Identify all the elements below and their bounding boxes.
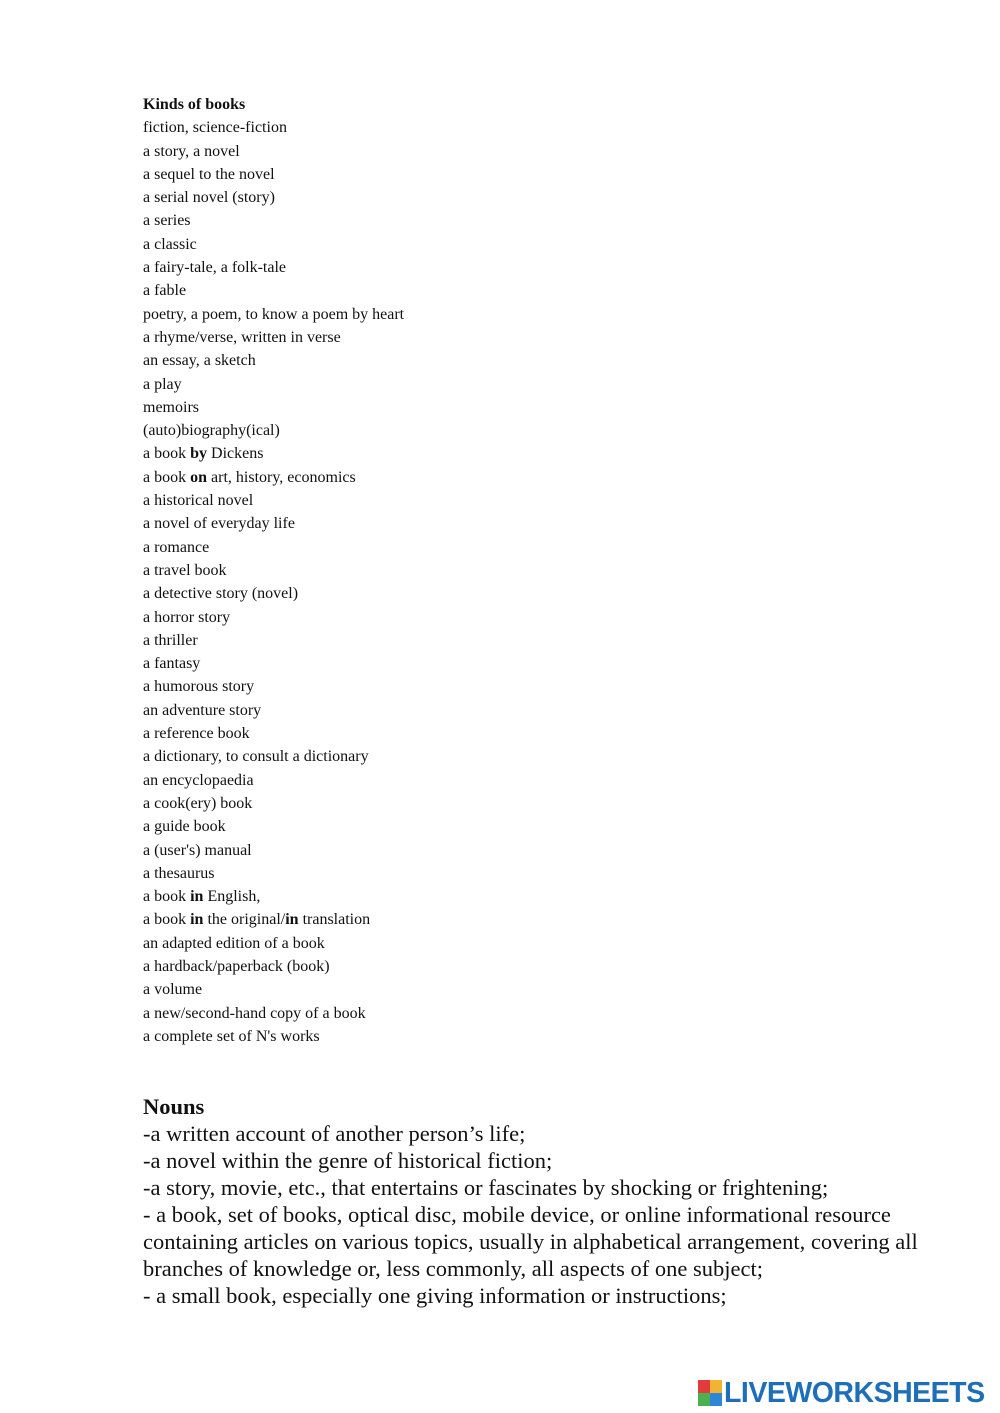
item-text: memoirs [143,398,199,416]
kinds-list-item [143,256,963,279]
item-text: an essay, a sketch [143,352,256,370]
brand-name: LIVEWORKSHEETS [724,1377,985,1409]
bold-preposition: in [285,911,299,929]
kinds-list-item [143,559,963,582]
noun-definition: -a story, movie, etc., that entertains or fascinates by shocking or frightening; [143,1175,829,1200]
item-text: a (user's) manual [143,841,252,859]
item-text: a humorous story [143,678,255,696]
item-text: a dictionary, to consult a dictionary [143,748,369,766]
item-text: a sequel to the novel [143,165,275,183]
kinds-list-item [143,629,963,652]
kinds-list-item [143,419,963,442]
kinds-list-item [143,442,963,465]
item-text: a guide book [143,818,226,836]
item-text: a play [143,375,182,393]
kinds-list-item [143,279,963,302]
item-text: a horror story [143,608,231,626]
item-text: a novel of everyday life [143,515,295,533]
kinds-list-item [143,675,963,698]
kinds-list-item [143,839,963,862]
noun-definition: - a book, set of books, optical disc, mobile device, or online informational resource containing articles on various topics, usually in alphabetical arrangement, covering all branches of knowledge or, less commonly, all aspects of one subject; [143,1202,918,1281]
item-text: a new/second-hand copy of a book [143,1004,366,1022]
item-text: the original/ [203,911,286,929]
kinds-of-books-section [143,93,963,1048]
nouns-definitions-list [143,1120,943,1309]
nouns-section [143,1093,943,1309]
item-text: a book [143,445,191,463]
nouns-title: Nouns [143,1094,205,1119]
item-text: an adapted edition of a book [143,934,325,952]
item-text: Dickens [207,445,264,463]
item-text: translation [298,911,371,929]
kinds-list-item [143,815,963,838]
kinds-of-books-title: Kinds of books [143,96,246,113]
kinds-list-item [143,582,963,605]
logo-square [698,1393,710,1406]
kinds-list-item [143,862,963,885]
logo-square [698,1380,710,1393]
bold-preposition: by [190,445,208,463]
kinds-list-item [143,1025,963,1048]
kinds-list-item [143,908,963,931]
kinds-list-item [143,978,963,1001]
item-text: a rhyme/verse, written in verse [143,328,341,346]
kinds-list-item [143,722,963,745]
kinds-list-item [143,536,963,559]
logo-square [710,1393,722,1406]
kinds-list-item [143,652,963,675]
item-text: a cook(ery) book [143,794,253,812]
item-text: a book [143,911,191,929]
kinds-list-item [143,699,963,722]
kinds-list-item [143,326,963,349]
item-text: art, history, economics [207,468,356,486]
item-text: fiction, science-fiction [143,119,287,137]
item-text: a romance [143,538,210,556]
item-text: a thriller [143,631,198,649]
liveworksheets-logo-icon [698,1380,722,1406]
bold-preposition: on [190,468,208,486]
liveworksheets-brand[interactable] [698,1378,994,1408]
kinds-list-item [143,932,963,955]
item-text: an adventure story [143,701,262,719]
kinds-list-item [143,233,963,256]
item-text: (auto)biography(ical) [143,422,280,440]
noun-definition: -a novel within the genre of historical fiction; [143,1148,553,1173]
kinds-list-item [143,1002,963,1025]
kinds-list-item [143,466,963,489]
item-text: a story, a novel [143,142,240,160]
kinds-of-books-list [143,116,963,1048]
item-text: a thesaurus [143,864,215,882]
item-text: an encyclopaedia [143,771,254,789]
kinds-list-item [143,885,963,908]
noun-definition: -a written account of another person’s life; [143,1121,526,1146]
kinds-list-item [143,349,963,372]
noun-definition: - a small book, especially one giving information or instructions; [143,1283,727,1308]
item-text: a serial novel (story) [143,189,275,207]
item-text: a reference book [143,725,250,743]
item-text: a historical novel [143,492,254,510]
item-text: a complete set of N's works [143,1027,320,1045]
item-text: English, [203,888,261,906]
item-text: poetry, a poem, to know a poem by heart [143,305,405,323]
kinds-list-item [143,955,963,978]
item-text: a travel book [143,561,227,579]
logo-square [710,1380,722,1393]
item-text: a classic [143,235,197,253]
kinds-list-item [143,140,963,163]
kinds-list-item [143,209,963,232]
item-text: a fable [143,282,187,300]
item-text: a volume [143,981,203,999]
item-text: a fantasy [143,655,201,673]
kinds-list-item [143,163,963,186]
bold-preposition: in [190,911,204,929]
kinds-list-item [143,303,963,326]
kinds-list-item [143,396,963,419]
kinds-list-item [143,512,963,535]
kinds-list-item [143,745,963,768]
item-text: a book [143,888,191,906]
kinds-list-item [143,792,963,815]
item-text: a detective story (novel) [143,585,299,603]
kinds-list-item [143,489,963,512]
kinds-list-item [143,373,963,396]
item-text: a series [143,212,191,230]
item-text: a book [143,468,191,486]
bold-preposition: in [190,888,204,906]
kinds-list-item [143,606,963,629]
kinds-list-item [143,116,963,139]
item-text: a fairy-tale, a folk-tale [143,259,287,277]
item-text: a hardback/paperback (book) [143,957,330,975]
kinds-list-item [143,186,963,209]
kinds-list-item [143,769,963,792]
